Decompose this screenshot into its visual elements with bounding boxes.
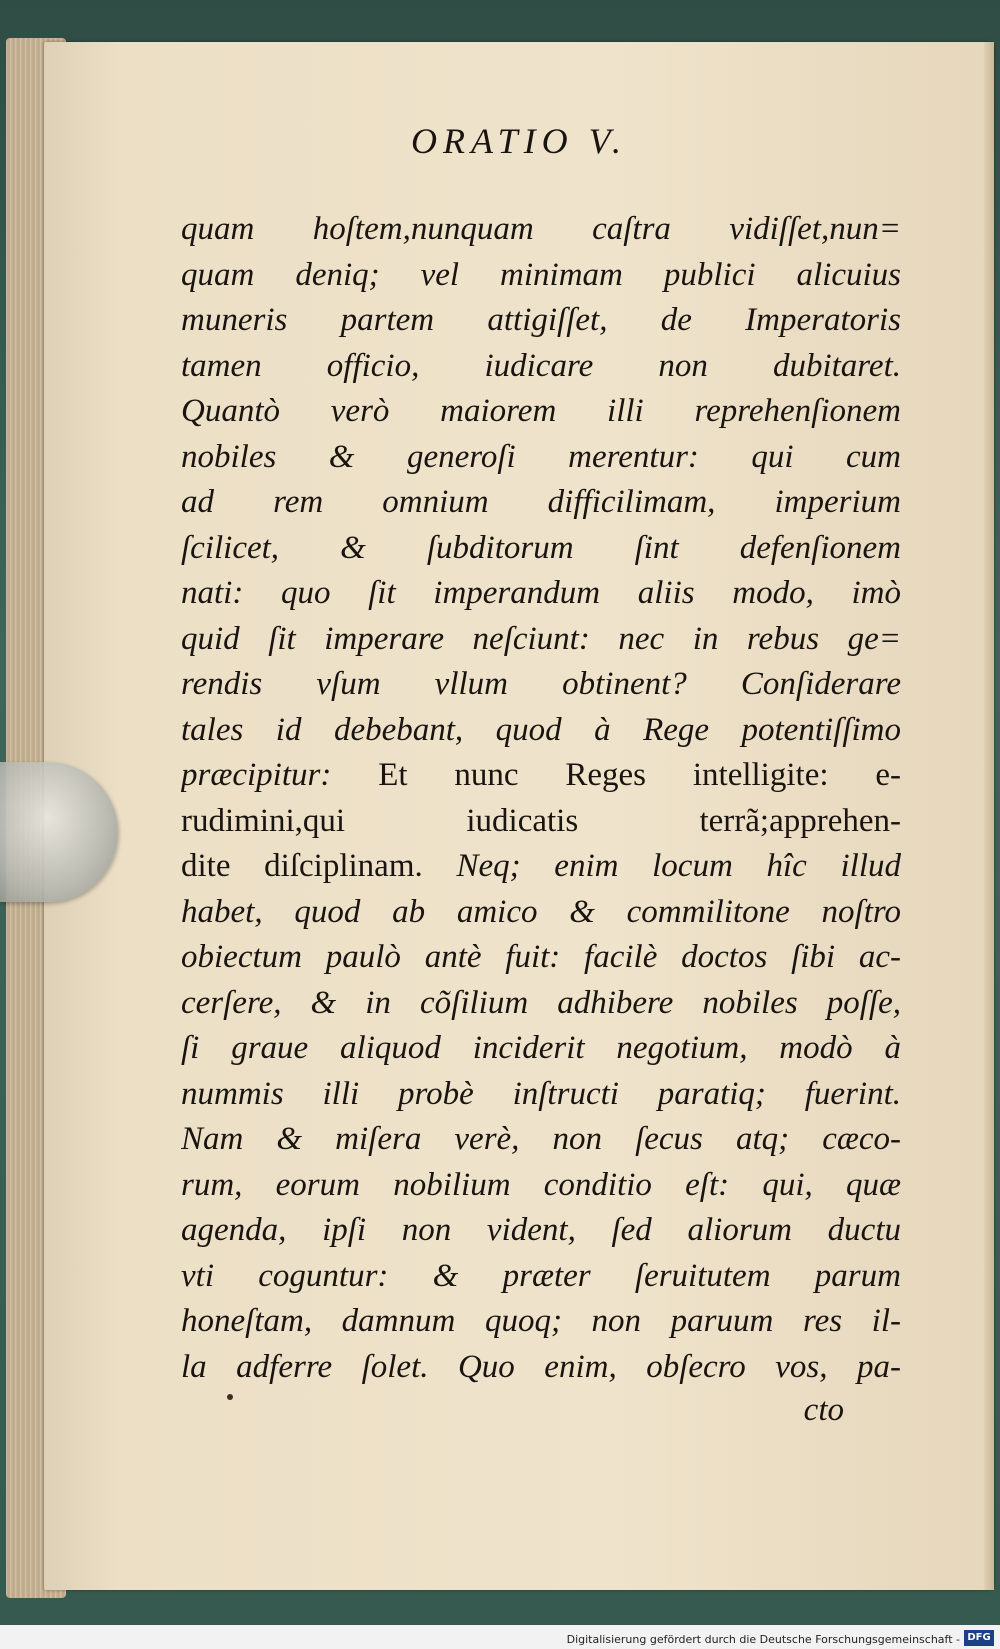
text-line: ſi graue aliquod inciderit negotium, modò à [181,1030,901,1066]
text-line: tales id debebant, quod à Rege potentiſſimo [181,711,901,748]
catchword: cto [803,1392,844,1428]
text-line [181,844,901,890]
text-line: quid ſit imperare neſciunt: nec in rebus ge= [181,620,901,657]
text-line: vti coguntur: & præter ſeruitutem parum [181,1257,901,1294]
italic-segment: præcipitur: [181,757,332,793]
text-line: habet, quod ab amico & commilitone noſtro [181,893,901,930]
text-line: nati: quo ſit imperandum aliis modo, imò [181,575,901,611]
roman-segment: Et nunc Reges intelligite: e- [331,757,901,793]
dfg-logo: DFG [964,1630,994,1646]
text-line: honeſtam, damnum quoq; non paruum res il- [181,1303,901,1339]
italic-segment: Neq; enim locum hîc illud [422,848,901,884]
text-line: ad rem omnium difficilimam, imperium [181,484,901,520]
text-line: rendis vſum vllum obtinent? Conſiderare [181,666,901,702]
roman-segment: dite diſciplinam. [181,848,423,884]
text-line: cerſere, & in cõſilium adhibere nobiles poſſe, [181,984,901,1021]
text-line: quam deniq; vel minimam publici alicuius [181,256,901,293]
text-line: muneris partem attigiſſet, de Imperatoris [181,302,901,338]
footer-credit: Digitalisierung gefördert durch die Deutsche Forschungsgemeinschaft - [566,1633,960,1646]
text-line: Nam & miſera verè, non ſecus atq; cæco- [181,1121,901,1157]
page-edge-shadow [984,42,994,1590]
text-line: nobiles & generoſi merentur: qui cum [181,438,901,475]
text-line [181,753,901,799]
text-line: quam hoſtem,nunquam caſtra vidiſſet,nun= [181,211,901,247]
text-line: tamen officio, iudicare non dubitaret. [181,347,901,384]
book-page [44,42,994,1590]
text-line: la adferre ſolet. Quo enim, obſecro vos, pa- [181,1348,901,1385]
text-line: obiectum paulò antè fuit: facilè doctos ſibi ac- [181,939,901,975]
text-line: ſcilicet, & ſubditorum ſint defenſionem [181,529,901,566]
footer-bar [0,1625,1000,1649]
text-line: rudimini,qui iudicatis terrã;apprehen- [181,802,901,839]
text-line: rum, eorum nobilium conditio eſt: qui, quæ [181,1166,901,1203]
printer-mark [227,1394,233,1400]
running-head: ORATIO V. [411,121,627,161]
text-line: nummis illi probè inſtructi paratiq; fuerint. [181,1075,901,1112]
text-block [181,207,901,1390]
text-line: agenda, ipſi non vident, ſed aliorum ductu [181,1212,901,1248]
text-line: Quantò verò maiorem illi reprehenſionem [181,393,901,429]
